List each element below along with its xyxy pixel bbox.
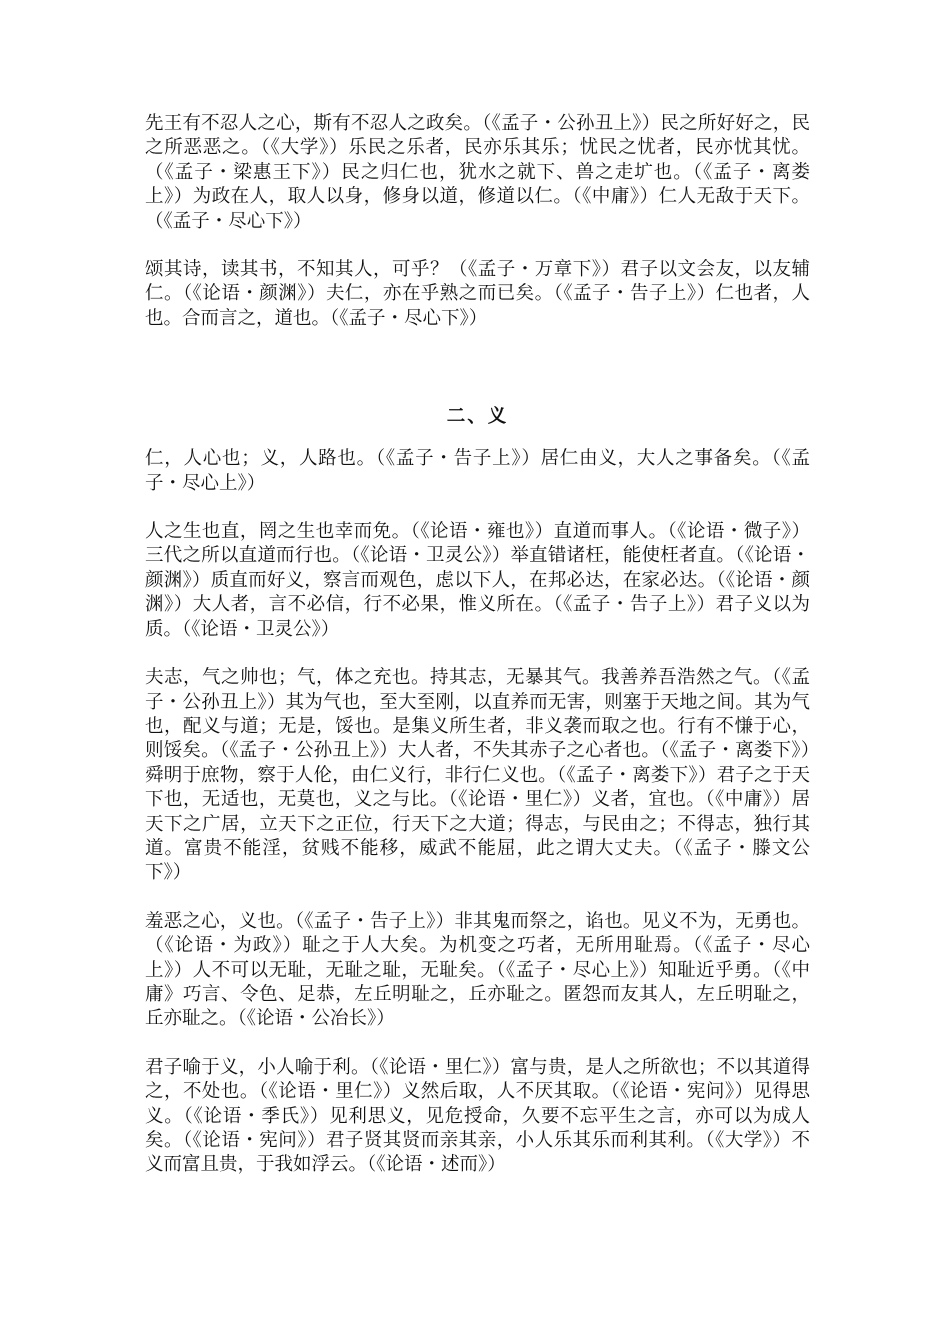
section-heading-yi: 二、义	[446, 406, 509, 428]
paragraph-gap	[145, 886, 810, 910]
paragraph-yi-2: 人之生也直，罔之生也幸而免。（《论语・雍也》）直道而事人。（《论语・微子》）三代之所以直道而行也。（《论语・卫灵公》）举直错诸枉，能使枉者直。（《论语・颜渊》）质直而好义，察言而观色，虑以下人，在邦必达，在家必达。（《论语・颜渊》）大人者，言不必信，行不必果，惟义所在。（《孟子・告子上》）君子义以为质。（《论语・卫灵公》）	[145, 521, 810, 640]
heading-gap	[145, 429, 810, 447]
paragraph-gap	[145, 1032, 810, 1056]
document-page	[145, 112, 810, 1178]
paragraph-yi-5: 君子喻于义，小人喻于利。（《论语・里仁》）富与贵，是人之所欲也；不以其道得之，不处也。（《论语・里仁》）义然后取，人不厌其取。（《论语・宪问》）见得思义。（《论语・季氏》）见利思义，见危授命，久要不忘平生之言，亦可以为成人矣。（《论语・宪问》）君子贤其贤而亲其亲，小人乐其乐而利其利。（《大学》）不义而富且贵，于我如浮云。（《论语・述而》）	[145, 1056, 810, 1176]
paragraph-yi-1: 仁，人心也；义，人路也。（《孟子・告子上》）居仁由义，大人之事备矣。（《孟子・尽心上》）	[145, 448, 810, 494]
paragraph-yi-3: 夫志，气之帅也；气，体之充也。持其志，无暴其气。我善养吾浩然之气。（《孟子・公孙丑上》）其为气也，至大至刚，以直养而无害，则塞于天地之间。其为气也，配义与道；无是，馁也。是集义所生者，非义袭而取之也。行有不慊于心，则馁矣。（《孟子・公孙丑上》）大人者，不失其赤子之心者也。（《孟子・离娄下》）舜明于庶物，察于人伦，由仁义行，非行仁义也。（《孟子・离娄下》）君子之于天下也，无适也，无莫也，义之与比。（《论语・里仁》）义者，宜也。（《中庸》）居天下之广居，立天下之正位，行天下之大道；得志，与民由之；不得志，独行其道。富贵不能淫，贫贱不能移，威武不能屈，此之谓大丈夫。（《孟子・滕文公下》）	[145, 667, 810, 884]
paragraph-ren-2: 颂其诗，读其书，不知其人，可乎？（《孟子・万章下》）君子以文会友，以友辅仁。（《论语・颜渊》）夫仁，亦在乎熟之而已矣。（《孟子・告子上》）仁也者，人也。合而言之，道也。（《孟子・尽心下》）	[145, 259, 810, 329]
paragraph-gap	[145, 496, 810, 520]
paragraph-gap	[145, 642, 810, 666]
section-gap	[145, 331, 810, 405]
paragraph-ren-1: 先王有不忍人之心，斯有不忍人之政矣。（《孟子・公孙丑上》）民之所好好之，民之所恶恶之。（《大学》）乐民之乐者，民亦乐其乐；忧民之忧者，民亦忧其忧。（《孟子・梁惠王下》）民之归仁也，犹水之就下、兽之走圹也。（《孟子・离娄上》）为政在人，取人以身，修身以道，修道以仁。（《中庸》）仁人无敌于天下。（《孟子・尽心下》）	[145, 113, 810, 232]
paragraph-yi-4: 羞恶之心，义也。（《孟子・告子上》）非其鬼而祭之，谄也。见义不为，无勇也。（《论语・为政》）耻之于人大矣。为机变之巧者，无所用耻焉。（《孟子・尽心上》）人不可以无耻，无耻之耻，无耻矣。（《孟子・尽心上》）知耻近乎勇。（《中庸》巧言、令色、足恭，左丘明耻之，丘亦耻之。匿怨而友其人，左丘明耻之，丘亦耻之。（《论语・公冶长》）	[145, 910, 810, 1030]
paragraph-gap	[145, 234, 810, 258]
